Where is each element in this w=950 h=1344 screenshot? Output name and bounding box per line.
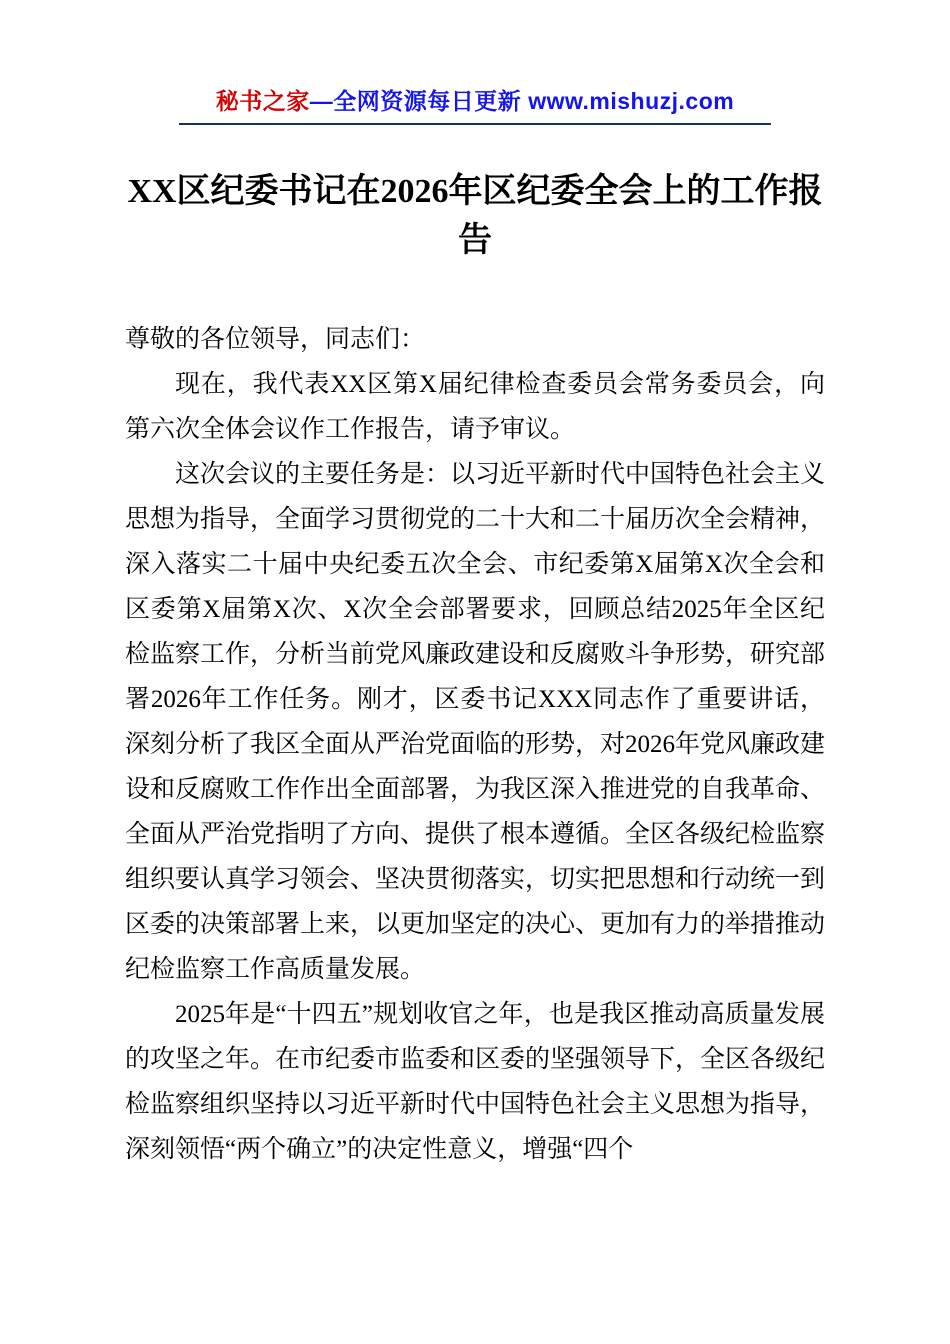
header-divider [179,123,771,125]
site-url-link[interactable]: www.mishuzj.com [528,88,735,114]
document-body [125,317,825,1172]
body-paragraph: 这次会议的主要任务是：以习近平新时代中国特色社会主义思想为指导，全面学习贯彻党的二十大和二十届历次全会精神，深入落实二十届中央纪委五次全会、市纪委第X届第X次全会和区委第X届第X次、X次全会部署要求，回顾总结2025年全区纪检监察工作，分析当前党风廉政建设和反腐败斗争形势，研究部署2026年工作任务。刚才，区委书记XXX同志作了重要讲话，深刻分析了我区全面从严治党面临的形势，对2026年党风廉政建设和反腐败工作作出全面部署，为我区深入推进党的自我革命、全面从严治党指明了方向、提供了根本遵循。全区各级纪检监察组织要认真学习领会、坚决贯彻落实，切实把思想和行动统一到区委的决策部署上来，以更加坚定的决心、更加有力的举措推动纪检监察工作高质量发展。 [125,461,826,983]
body-paragraph: 现在，我代表XX区第X届纪律检查委员会常务委员会，向第六次全体会议作工作报告，请予审议。 [125,371,825,443]
site-header [0,0,950,116]
salutation-paragraph: 尊敬的各位领导，同志们： [125,326,426,353]
site-brand: 秘书之家 [215,88,310,114]
body-paragraph: 2025年是“十四五”规划收官之年，也是我区推动高质量发展的攻坚之年。在市纪委市监委和区委的坚强领导下，全区各级纪检监察组织坚持以习近平新时代中国特色社会主义思想为指导，深刻领悟“两个确立”的决定性意义，增强“四个 [125,1001,826,1163]
site-tagline: —全网资源每日更新 [309,88,529,114]
document-title: XX区纪委书记在2026年区纪委全会上的工作报告 [127,173,823,259]
